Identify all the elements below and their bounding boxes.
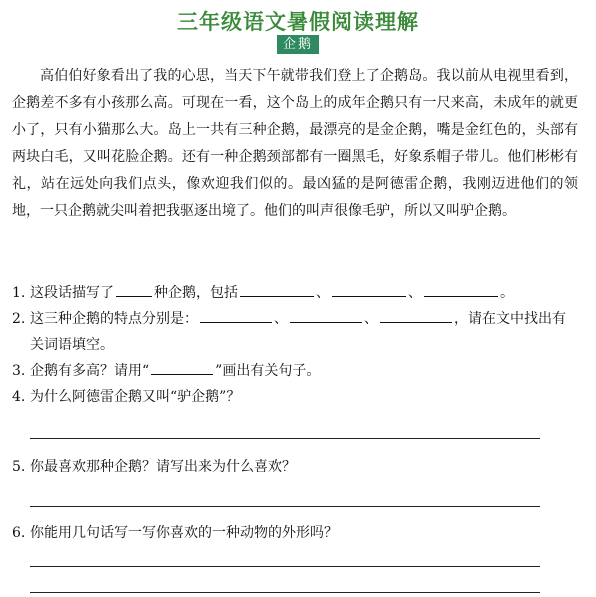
answer-blank[interactable] xyxy=(424,280,498,297)
question-list xyxy=(12,280,578,410)
answer-blank[interactable] xyxy=(332,280,406,297)
question-list-2 xyxy=(12,454,578,480)
question-number: 2. xyxy=(12,311,26,327)
answer-line-q6-2[interactable] xyxy=(30,592,540,593)
answer-blank[interactable] xyxy=(200,306,272,323)
question-number: 1. xyxy=(12,285,26,301)
question-number: 6. xyxy=(12,525,26,541)
answer-blank[interactable] xyxy=(116,280,152,297)
answer-blank[interactable] xyxy=(240,280,314,297)
passage-paragraph: 高伯伯好象看出了我的心思，当天下午就带我们登上了企鹅岛。我以前从电视里看到，企鹅差不多有小孩那么高。可现在一看，这个岛上的成年企鹅只有一尺来高，未成年的就更小了，只有小猫那么大。岛上一共有三种企鹅，最漂亮的是金企鹅，嘴是金红色的，头部有两块白毛，又叫花脸企鹅。还有一种企鹅颈部都有一圈黑毛，好象系帽子带儿。他们彬彬有礼，站在远处向我们点头，像欢迎我们似的。最凶猛的是阿德雷企鹅，我刚迈进他们的领地，一只企鹅就尖叫着把我驱逐出境了。他们的叫声很像毛驴，所以又叫驴企鹅。 xyxy=(12,68,578,219)
answer-line-q4[interactable] xyxy=(30,438,540,439)
answer-blank[interactable] xyxy=(380,306,452,323)
answer-blank[interactable] xyxy=(290,306,362,323)
answer-line-q5[interactable] xyxy=(30,506,540,507)
question-number: 3. xyxy=(12,363,26,379)
answer-line-q6-1[interactable] xyxy=(30,566,540,567)
answer-blank[interactable] xyxy=(151,358,213,375)
question-6: 6. 你能用几句话写一写你喜欢的一种动物的外形吗？ xyxy=(12,520,578,546)
question-number: 5. xyxy=(12,459,26,475)
question-4: 4. 为什么阿德雷企鹅又叫“驴企鹅”？ xyxy=(12,384,578,410)
reading-passage xyxy=(12,63,578,225)
question-2: 2. 这三种企鹅的特点分别是： 、 、 ，请在文中找出有关词语填空。 xyxy=(12,306,578,358)
question-number: 4. xyxy=(12,389,26,405)
question-3: 3. 企鹅有多高？请用“ ”画出有关句子。 xyxy=(12,358,578,384)
page-title: 三年级语文暑假阅读理解 xyxy=(177,9,419,34)
question-1: 1. 这段话描写了 种企鹅，包括 、 、 。 xyxy=(12,280,578,306)
question-list-3 xyxy=(12,520,578,546)
question-5: 5. 你最喜欢那种企鹅？请写出来为什么喜欢？ xyxy=(12,454,578,480)
passage-title-badge: 企鹅 xyxy=(277,35,319,54)
